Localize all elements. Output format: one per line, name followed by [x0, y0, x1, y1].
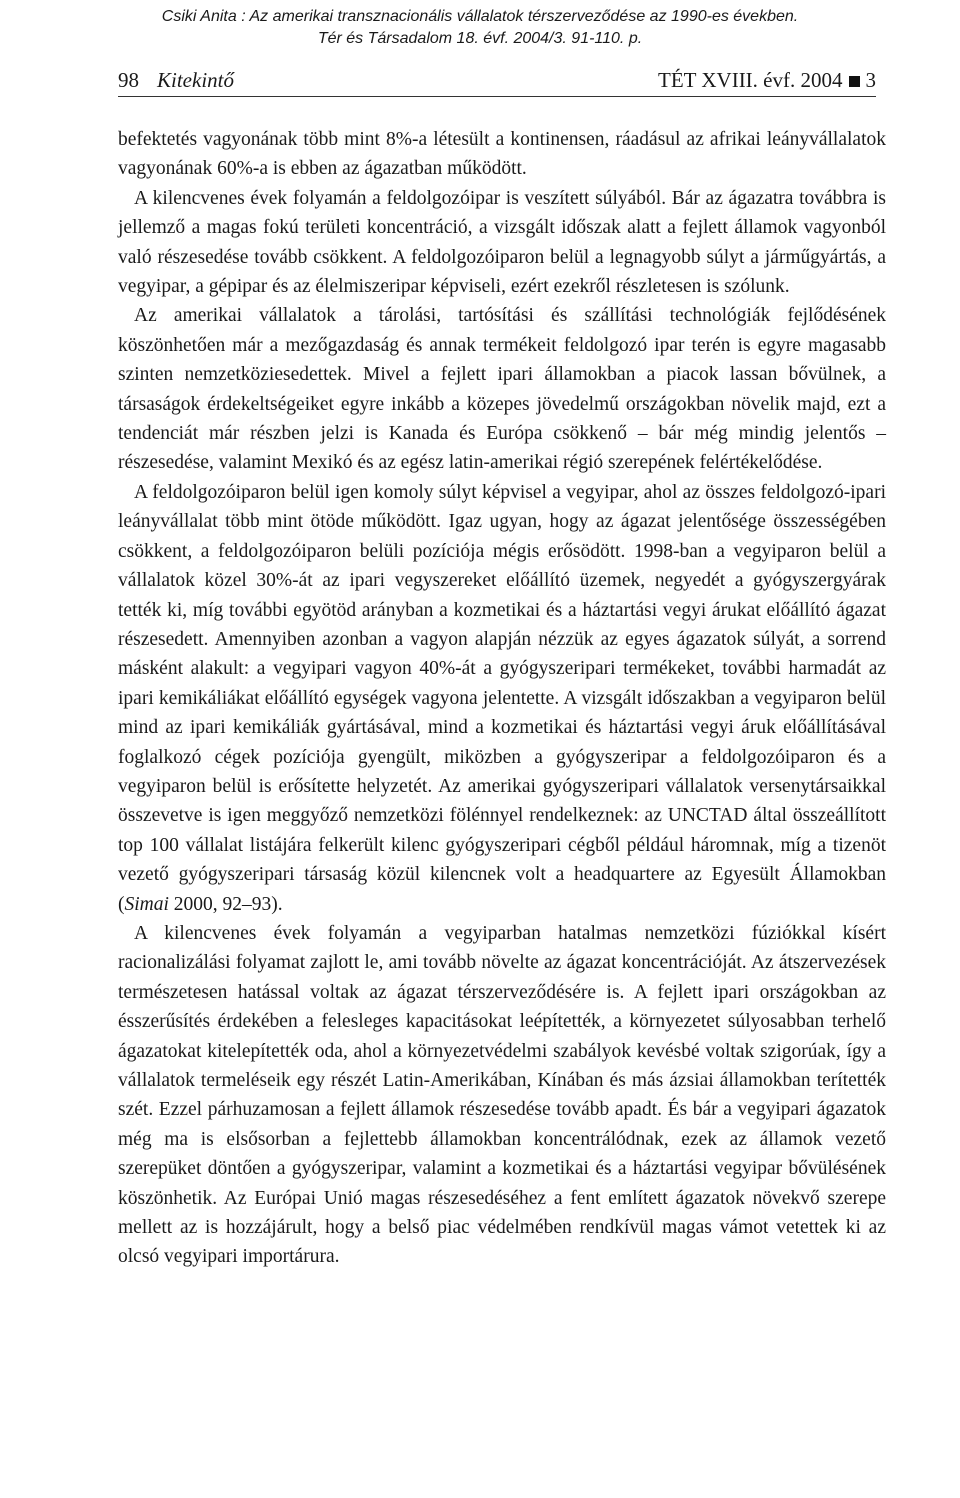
- running-head-right: [658, 68, 876, 93]
- citation-header: [0, 6, 960, 50]
- paragraph-2: A kilencvenes évek folyamán a feldolgozóipar is veszített súlyából. Bár az ágazatra továbbra is jellemző a magas fokú területi koncentráció, a vizsgált időszak alatt a fejlett államok vagyonból való részesedése tovább csökkent. A feldolgozóiparon belül a legnagyobb súlyt a járműgyártás, a vegyipar, a gépipar és az élelmiszeripar képviseli, ezért ezekről részletesen is szólunk.: [118, 187, 886, 298]
- paragraph-4-text: A feldolgozóiparon belül igen komoly súlyt képvisel a vegyipar, ahol az összes feldolgozó-ipari leányvállalat több mint ötöde működött. Igaz ugyan, hogy az ágazat jelentősége összességében csökkent, a feldolgozóiparon belüli pozíciója mégis erősödött. 1998-ban a vegyiparon belül a vállalatok közel 30%-át az ipari vegyszereket előállító üzemek, negyedét a gyógyszergyárak tették ki, míg további egyötöd arányban a kozmetikai és a háztartási vegyi árukat előállító ágazat részesedett. Amennyiben azonban a vagyon alapján nézzük az egyes ágazatok súlyát, a sorrend másként alakult: a vegyipari vagyon 40%-át a gyógyszeripari termékeket, további harmadát az ipari kemikáliákat előállító egységek vagyona jelentette. A vizsgált időszakban a vegyiparon belül mind az ipari kemikáliák gyártásával, mind a kozmetikai és háztartási vegyi áruk előállításával foglalkozó cégek pozíciója gyengült, miközben a gyógyszeripar a feldolgozóiparon és a vegyiparon belül is erősítette helyzetét. Az amerikai gyógyszeripari vállalatok versenytársaikkal összevetve is igen meggyőző nemzetközi fölénnyel rendelkeznek: az UNCTAD által összeállított top 100 vállalat listájára felkerült kilenc gyógyszeripari cégből például háromnak, míg a tizenöt vezető gyógyszeripari társaság közül kilencnek volt a headquartere az Egyesült Államokban (: [118, 481, 886, 915]
- citation-line-1: Csiki Anita : Az amerikai transznacionális vállalatok térszerveződése az 1990-es években.: [161, 8, 799, 25]
- citation-line-2: Tér és Társadalom 18. évf. 2004/3. 91-110. p.: [317, 30, 643, 47]
- running-head-left: [118, 68, 234, 93]
- running-head: [118, 68, 876, 97]
- paragraph-5: A kilencvenes évek folyamán a vegyiparban hatalmas nemzetközi fúziókkal kísért racionalizálási folyamat zajlott le, ami tovább növelte az ágazat koncentrációját. Az átszervezések természetesen hatással voltak az ágazat térszerveződésére is. A fejlett ipari országokban az ésszerűsítés érdekében a felesleges kapacitásokat leépítették, a környezetet súlyosabban terhelő ágazatokat kitelepítették oda, ahol a környezetvédelmi szabályok kevésbé voltak szigorúak, így a vállalatok termeléseik egy részét Latin-Amerikában, Kínában és más ázsiai államokban terítették szét. Ezzel párhuzamosan a fejlett államok részesedése tovább apadt. És bár a vegyipari ágazatok még ma is elsősorban a fejlettebb államokban koncentrálódnak, ezek az államok vezető szerepüket döntően a gyógyszeripar, valamint a kozmetikai és a háztartási vegyipar bővülésének köszönhetik. Az Európai Unió magas részesedéséhez a fent említett ágazatok növekvő szerepe mellett az is hozzájárult, hogy a belső piac védelmében rendkívül magas vámot vetettek ki az olcsó vegyipari importárura.: [118, 922, 886, 1268]
- journal-name: TÉT XVIII. évf. 2004: [658, 68, 843, 92]
- article-body: [118, 125, 886, 1272]
- paragraph-4: [118, 478, 886, 919]
- paragraph-3: Az amerikai vállalatok a tárolási, tartósítási és szállítási technológiák fejlődésének köszönhetően már a mezőgazdaság és annak termékeit feldolgozó ipar terén is egyre magasabb szinten nemzetköziesedettek. Mivel a fejlett ipari államokban a piacok lassan bővülnek, a társaságok érdekeltségeiket egyre inkább a közepes jövedelmű országokban növelik majd, ezt a tendenciát már részben jelzi is Kanada és Európa csökkenő – bár még mindig jelentős – részesedése, valamint Mexikó és az egész latin-amerikai régió szerepének felértékelődése.: [118, 305, 886, 474]
- paragraph-1: befektetés vagyonának több mint 8%-a létesült a kontinensen, ráadásul az afrikai leányvállalatok vagyonának 60%-a is ebben az ágazatban működött.: [118, 129, 886, 180]
- issue-number: 3: [865, 68, 876, 92]
- black-square-icon: [849, 76, 860, 87]
- page-number: 98: [118, 68, 139, 92]
- paragraph-4-end: 2000, 92–93).: [168, 893, 283, 915]
- section-title: Kitekintő: [157, 68, 234, 92]
- citation-author: Simai: [124, 893, 169, 915]
